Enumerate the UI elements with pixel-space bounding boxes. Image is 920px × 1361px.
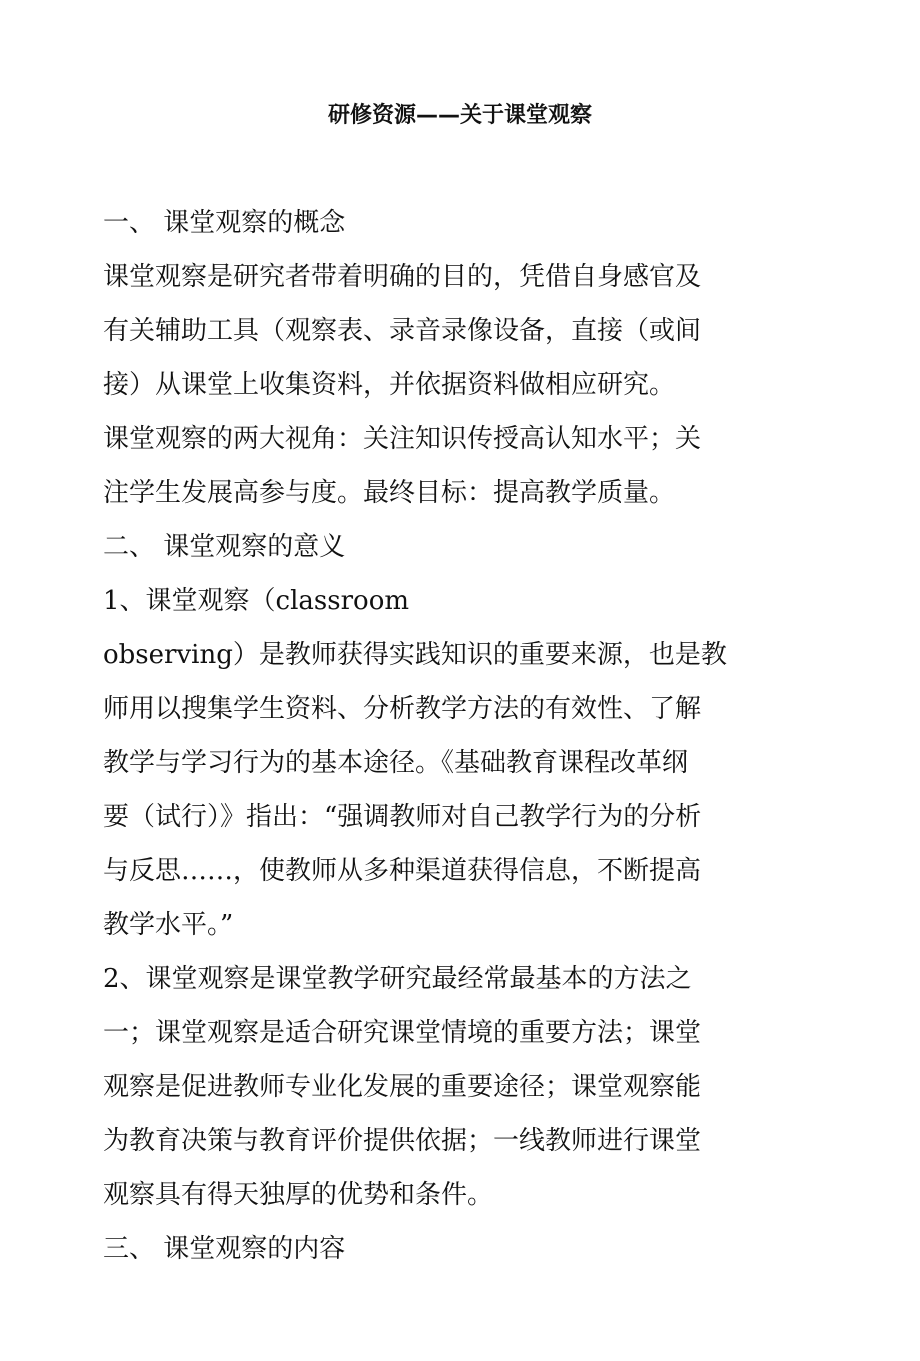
paragraph-line: 接）从课堂上收集资料，并依据资料做相应研究。 (103, 370, 676, 400)
paragraph-line: 1、课堂观察（classroom (103, 586, 409, 616)
paragraph-line: 课堂观察是研究者带着明确的目的，凭借自身感官及 (103, 262, 702, 292)
paragraph-line: 注学生发展高参与度。最终目标：提高教学质量。 (103, 478, 676, 508)
paragraph-line: 观察具有得天独厚的优势和条件。 (103, 1180, 494, 1210)
section-heading-content: 三、 课堂观察的内容 (103, 1234, 346, 1264)
section-heading-significance: 二、 课堂观察的意义 (103, 532, 346, 562)
paragraph-line: 教学与学习行为的基本途径。《基础教育课程改革纲 (103, 748, 689, 778)
paragraph-line: observing）是教师获得实践知识的重要来源，也是教 (103, 640, 727, 670)
document-body (103, 196, 793, 1276)
document-title: 研修资源——关于课堂观察 (327, 103, 592, 128)
section-heading-concept: 一、 课堂观察的概念 (103, 208, 346, 238)
paragraph-line: 一；课堂观察是适合研究课堂情境的重要方法；课堂 (103, 1018, 702, 1048)
paragraph-line: 2、课堂观察是课堂教学研究最经常最基本的方法之 (103, 964, 692, 994)
paragraph-line: 观察是促进教师专业化发展的重要途径；课堂观察能 (103, 1072, 702, 1102)
paragraph-line: 要（试行）》指出：“强调教师对自己教学行为的分析 (103, 802, 702, 832)
paragraph-line: 与反思……，使教师从多种渠道获得信息，不断提高 (103, 856, 702, 886)
paragraph-line: 课堂观察的两大视角：关注知识传授高认知水平；关 (103, 424, 702, 454)
paragraph-line: 为教育决策与教育评价提供依据；一线教师进行课堂 (103, 1126, 702, 1156)
paragraph-line: 有关辅助工具（观察表、录音录像设备，直接（或间 (103, 316, 702, 346)
paragraph-line: 师用以搜集学生资料、分析教学方法的有效性、了解 (103, 694, 702, 724)
paragraph-line: 教学水平。” (103, 910, 234, 940)
